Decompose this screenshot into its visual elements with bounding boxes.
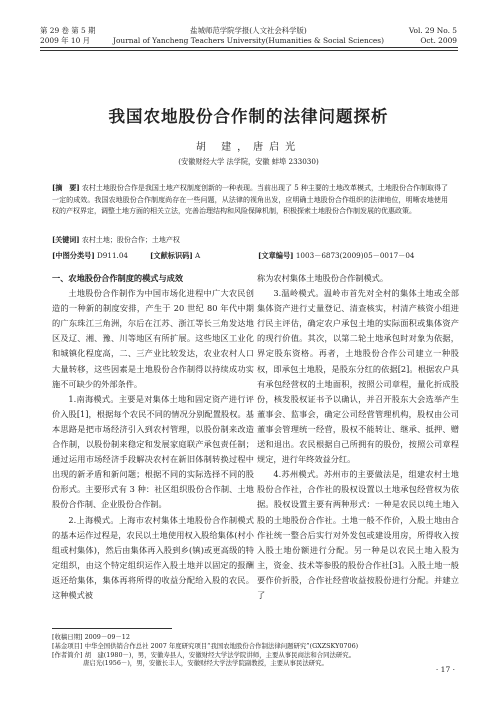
clc-value: D911.04 (97, 251, 128, 260)
issue-date-en: Oct. 2009 (420, 35, 457, 45)
abstract-label: [摘 要] (52, 183, 80, 192)
keywords-label: [关键词] (52, 235, 80, 244)
footnote-label: [基金项目] (52, 641, 83, 650)
clc-label: [中图分类号] (52, 251, 95, 260)
body-paragraph-continued: 称为农村集体土地股份合作制模式。 (257, 273, 389, 283)
article-authors: 胡 建，唐启光 (195, 142, 302, 153)
doc-code-label: [文献标识码] (150, 251, 193, 260)
clc-number (52, 251, 128, 261)
footnote-author-bio-2 (52, 659, 452, 668)
body-column-right (257, 271, 459, 603)
keywords-text: 农村土地；股份合作；土地产权 (81, 236, 180, 244)
footnote-text: 中华全国供销合作总社 2007 年度研究项目“我国农地股份合作制法律问题研究”(GXZSKY0706) (84, 641, 359, 650)
body-paragraph: 3.温岭模式。温岭市首先对全村的集体土地或全部集体资产进行丈量登记、清查核实，村清产核资小组进行民主评估，确定农户承包土地的实际面积或集体资产的现行价值。其次，以第二轮土地承包时对象为依据，界定股东资格。再者，土地股份合作公司建立一种股权，即承包土地股，是股东分红的依据[2]。根据农户具有承包经营权的土地面积，按照公司章程，量化折成股份，核发股权证书予以确认，并召开股东大会选举产生董事会、监事会，确定公司经营管理机构，股权由公司董事会管理统一经营，股权不能转让、继承、抵押、赠送和退出。农民根据自己所拥有的股份，按照公司章程规定，进行年终效益分红。 (257, 288, 459, 465)
body-paragraph: 土地股份合作制作为中国市场化进程中广大农民创造的一种新的制度安排，产生于 20 世纪 80 年代中期的广东珠江三角洲，尔后在江苏、浙江等长三角发达地区及辽、湘、豫、川等地区有所扩展。这些地区工业化和城镇化程度高，二、三产业比较发达，农业农村人口大量转移，这些因素是土地股份合作制得以持续成功实施不可缺少的外部条件。 (52, 288, 254, 389)
article-title: 我国农地股份合作制的法律问题探析 (108, 107, 389, 126)
footnote-text: 2009－09－12 (84, 633, 130, 641)
volume-issue: 第 29 卷 第 5 期 (40, 26, 96, 35)
document-code (150, 251, 200, 261)
article-number-label: [文章编号] (258, 251, 294, 260)
footnote-rule (52, 628, 172, 629)
issue-date: 2009 年 10 月 (40, 35, 91, 45)
header-rule-top (40, 47, 458, 48)
journal-name-en: Journal of Yancheng Teachers University(Humanities & Social Sciences) (113, 35, 384, 45)
body-paragraph: 4.苏州模式。苏州市的主要做法是，组建农村土地股份合作社，合作社的股权设置以土地承包经营权为依据。股权设置主要有两种形式：一种是农民以纯土地入股的土地股份合作社。土地一般不作价，入股土地由合作社统一整合后实行对外发包或建设用房，所得收入按入股土地份额进行分配。另一种是以农民土地入股为主，资金、技术等参股的股份合作社[3]。入股土地一般要作价折股，合作社经营收益按股份进行分配。并建立了 (257, 469, 459, 600)
article-number-value: 1003－6873(2009)05－0017－04 (295, 251, 415, 260)
body-paragraph: 2.上海模式。上海市农村集体土地股份合作制模式的基本运作过程是，农民以土地使用权入股给集体(村小组或村集体)，然后由集体再入股到乡(镇)或更高级的特定组织，由这个特定组织运作入股土地并以固定的报酬返还给集体，集体再将所得的收益分配给入股的农民。这种模式被 (52, 514, 254, 600)
footnote-label: [收稿日期] (52, 633, 83, 641)
article-number (258, 251, 415, 261)
footnote-received (52, 633, 452, 642)
footnote-text: 唐启光(1956－)，男，安徽长丰人，安徽财经大学法学院副教授，主要从事民法研究。 (83, 659, 328, 668)
keywords (52, 235, 180, 245)
doc-code-value: A (195, 251, 201, 260)
page-number: · 17 · (435, 665, 455, 674)
footnote-fund (52, 642, 452, 651)
abstract (52, 182, 448, 218)
author-affiliation: (安徽财经大学 法学院，安徽 蚌埠 233030) (178, 157, 319, 166)
body-column-left (52, 271, 254, 603)
footnote-text: 胡 建(1980－)，男，安徽寿县人，安徽财经大学法学院讲师，主要从事民商法和合同法研究。 (84, 650, 356, 659)
header-rule-bottom (40, 50, 458, 51)
body-paragraph: 1.南海模式。主要是对集体土地和固定资产进行评价入股[1]，根据每个农民不同的情况分别配置股权。基本思路是把市场经济引入到农村管理，以股份制来改造合作制，以股份制来稳定和发展家庭联产承包责任制；通过运用市场经济手段解决农村在新旧体制转换过程中出现的新矛盾和新问题；根据不同的实际选择不同的股份形式。主要形式有 3 种：社区组织股份合作制、土地股份合作制、企业股份合作制。 (52, 393, 254, 510)
journal-volume-en (409, 26, 457, 45)
journal-name-cn: 盐城师范学院学报(人文社会科学版) (190, 26, 307, 35)
abstract-text: 农村土地股份合作是我国土地产权制度创新的一种表现。当前出现了 5 种主要的土地改革模式，土地股份合作制取得了一定的成效。我国农地股份合作制度尚存在一些问题，从法律的视角出发，应明确土地股份合作组织的法律地位，明晰农地使用权的产权界定，调整土地方面的相关立法，完善治理结构和风险保障机制，积极探索土地股份合作制发展的优惠政策。 (52, 184, 448, 216)
footnote-label: [作者简介] (52, 650, 83, 659)
section-heading: 一、农地股份合作制度的模式与成效 (52, 273, 184, 283)
volume-issue-en: Vol. 29 No. 5 (408, 26, 457, 35)
footnotes (52, 633, 452, 668)
